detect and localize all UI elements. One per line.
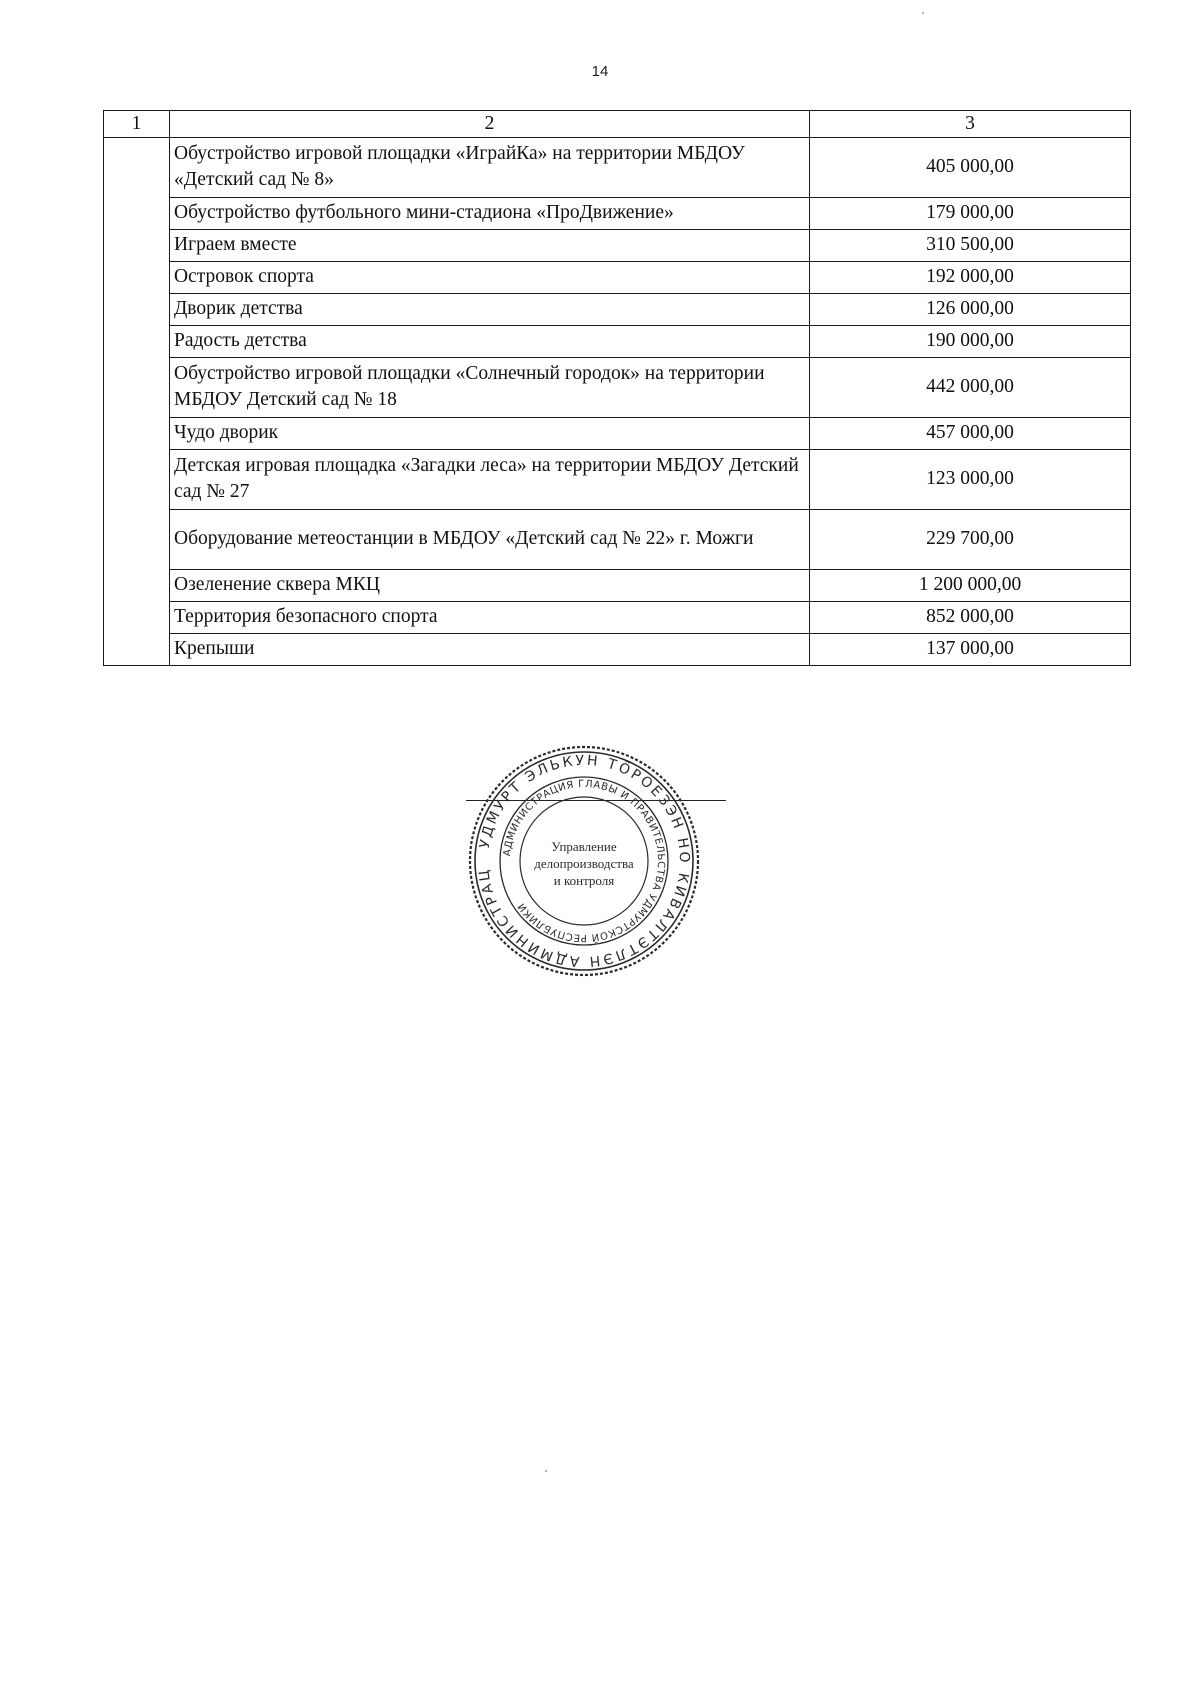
seal-center-line-3: и контроля: [553, 873, 615, 888]
table-row: [104, 358, 1131, 418]
header-col-2: 2: [170, 111, 810, 138]
project-amount-cell: 123 000,00: [810, 450, 1131, 510]
project-name-cell: Обустройство футбольного мини-стадиона «ПроДвижение»: [170, 198, 810, 230]
scan-speck: [545, 1470, 547, 1472]
official-seal: [466, 743, 702, 979]
project-name-cell: Дворик детства: [170, 294, 810, 326]
project-name-cell: Озеленение сквера МКЦ: [170, 570, 810, 602]
header-col-1: 1: [104, 111, 170, 138]
project-name-cell: Крепыши: [170, 634, 810, 666]
project-amount-cell: 190 000,00: [810, 326, 1131, 358]
table-row: [104, 230, 1131, 262]
seal-center-line-2: делопроизводства: [534, 856, 634, 871]
project-amount-cell: 179 000,00: [810, 198, 1131, 230]
project-name-cell: Детская игровая площадка «Загадки леса» на территории МБДОУ Детский сад № 27: [170, 450, 810, 510]
projects-table: [103, 110, 1131, 666]
project-name-cell: Чудо дворик: [170, 418, 810, 450]
table-row: [104, 570, 1131, 602]
project-amount-cell: 126 000,00: [810, 294, 1131, 326]
project-name-cell: Островок спорта: [170, 262, 810, 294]
table-row: [104, 138, 1131, 198]
scan-speck: [922, 12, 924, 14]
table-header-row: [104, 111, 1131, 138]
table-row: [104, 326, 1131, 358]
table-row: [104, 450, 1131, 510]
project-amount-cell: 442 000,00: [810, 358, 1131, 418]
project-name-cell: Играем вместе: [170, 230, 810, 262]
table-row: [104, 510, 1131, 570]
seal-graphic: [466, 743, 702, 979]
seal-outer-text: УДМУРТ ЭЛЬКУН ТӦРОЕЗЭН НО КИВАЛТЭТЛЭН АДМИНИСТРАЦ: [476, 752, 693, 970]
project-amount-cell: 457 000,00: [810, 418, 1131, 450]
project-name-cell: Оборудование метеостанции в МБДОУ «Детский сад № 22» г. Можги: [170, 510, 810, 570]
project-amount-cell: 310 500,00: [810, 230, 1131, 262]
seal-center-line-1: Управление: [551, 839, 617, 854]
project-name-cell: Обустройство игровой площадки «Солнечный городок» на территории МБДОУ Детский сад № 18: [170, 358, 810, 418]
project-amount-cell: 137 000,00: [810, 634, 1131, 666]
project-amount-cell: 192 000,00: [810, 262, 1131, 294]
table-row: [104, 634, 1131, 666]
project-amount-cell: 1 200 000,00: [810, 570, 1131, 602]
table-row: [104, 418, 1131, 450]
project-name-cell: Обустройство игровой площадки «ИграйКа» на территории МБДОУ «Детский сад № 8»: [170, 138, 810, 198]
table-row: [104, 602, 1131, 634]
header-col-3: 3: [810, 111, 1131, 138]
table-row: [104, 262, 1131, 294]
project-name-cell: Территория безопасного спорта: [170, 602, 810, 634]
project-name-cell: Радость детства: [170, 326, 810, 358]
table-row: [104, 198, 1131, 230]
table-row: [104, 294, 1131, 326]
row-number-cell: [104, 138, 170, 666]
project-amount-cell: 405 000,00: [810, 138, 1131, 198]
seal-inner-text: АДМИНИСТРАЦИЯ ГЛАВЫ И ПРАВИТЕЛЬСТВА УДМУРТСКОЙ РЕСПУБЛИКИ: [502, 778, 667, 944]
page-number: 14: [591, 63, 609, 80]
project-amount-cell: 852 000,00: [810, 602, 1131, 634]
project-amount-cell: 229 700,00: [810, 510, 1131, 570]
